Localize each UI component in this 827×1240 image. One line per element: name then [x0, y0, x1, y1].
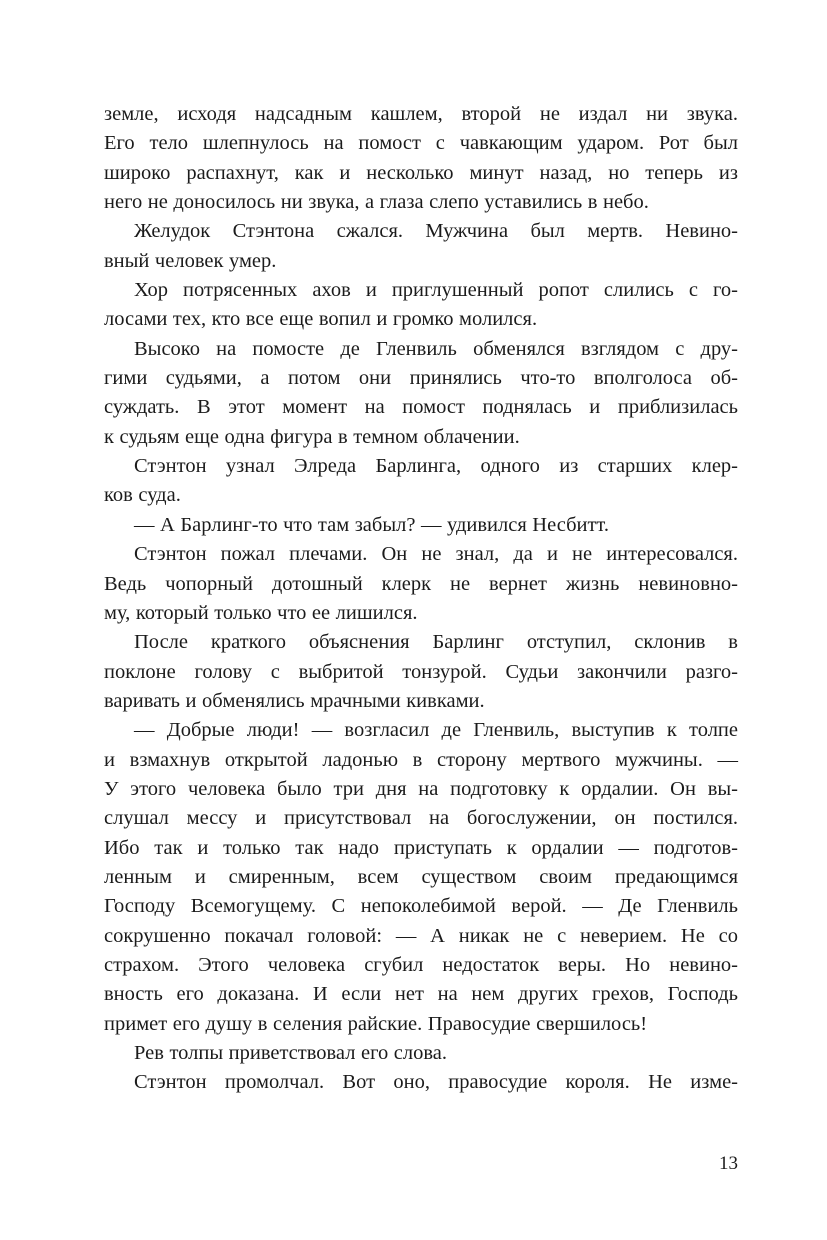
paragraph — [104, 1039, 738, 1068]
text-line: поклоне голову с выбритой тонзурой. Судьи закончили разго- — [104, 660, 738, 683]
text-line: него не доносилось ни звука, а глаза слепо уставились в небо. — [104, 191, 649, 214]
text-line: сокрушенно покачал головой: — А никак не с неверием. Не со — [104, 924, 738, 947]
paragraph — [104, 1068, 738, 1097]
text-line: широко распахнут, как и несколько минут назад, но теперь из — [104, 161, 738, 184]
paragraph — [104, 276, 738, 335]
text-line: ленным и смиренным, всем существом своим предающимся — [104, 865, 738, 888]
text-line: Высоко на помосте де Гленвиль обменялся взглядом с дру- — [134, 337, 738, 360]
text-line: Рев толпы приветствовал его слова. — [134, 1042, 447, 1064]
text-line: Господу Всемогущему. С непоколебимой верой. — Де Гленвиль — [104, 895, 738, 918]
paragraph — [104, 628, 738, 716]
text-line: страхом. Этого человека сгубил недостаток веры. Но невино- — [104, 953, 738, 976]
text-line: Ведь чопорный дотошный клерк не вернет жизнь невиновно- — [104, 572, 738, 595]
text-line: примет его душу в селения райские. Правосудие свершилось! — [104, 1012, 648, 1035]
paragraph — [104, 100, 738, 217]
text-line: и взмахнув открытой ладонью в сторону мертвого мужчины. — — [104, 748, 738, 771]
paragraph — [104, 452, 738, 511]
text-line: Стэнтон пожал плечами. Он не знал, да и не интересовался. — [134, 543, 738, 566]
text-line: вный человек умер. — [104, 249, 277, 272]
text-line: ков суда. — [104, 484, 181, 507]
text-line: гими судьями, а потом они принялись что-то вполголоса об- — [104, 367, 738, 390]
text-line: земле, исходя надсадным кашлем, второй не издал ни звука. — [104, 103, 738, 125]
text-line: лосами тех, кто все еще вопил и громко молился. — [104, 308, 538, 331]
text-line: к судьям еще одна фигура в темном облачении. — [104, 425, 520, 448]
paragraph — [104, 217, 738, 276]
text-line: Желудок Стэнтона сжался. Мужчина был мертв. Невино- — [134, 220, 738, 243]
text-line: варивать и обменялись мрачными кивками. — [104, 689, 485, 712]
text-line: После краткого объяснения Барлинг отступил, склонив в — [134, 631, 738, 654]
page-text — [104, 100, 738, 1098]
paragraph — [104, 511, 738, 540]
page-number: 13 — [719, 1153, 738, 1174]
text-line: Хор потрясенных ахов и приглушенный ропот слились с го- — [134, 279, 738, 302]
text-line: вность его доказана. И если нет на нем других грехов, Господь — [104, 983, 738, 1006]
text-line: У этого человека было три дня на подготовку к ордалии. Он вы- — [104, 777, 738, 800]
text-line: суждать. В этот момент на помост поднялась и приблизилась — [104, 396, 738, 419]
paragraph — [104, 716, 738, 1039]
paragraph — [104, 540, 738, 628]
text-line: — А Барлинг-то что там забыл? — удивился Несбитт. — [134, 513, 609, 536]
text-line: — Добрые люди! — возгласил де Гленвиль, выступив к толпе — [134, 719, 738, 742]
paragraph — [104, 335, 738, 452]
text-line: слушал мессу и присутствовал на богослужении, он постился. — [104, 807, 738, 830]
text-line: Ибо так и только так надо приступать к ордалии — подготов- — [104, 836, 738, 859]
text-line: Стэнтон узнал Элреда Барлинга, одного из старших клер- — [134, 455, 738, 478]
text-line: Стэнтон промолчал. Вот оно, правосудие короля. Не изме- — [134, 1071, 738, 1094]
text-line: Его тело шлепнулось на помост с чавкающим ударом. Рот был — [104, 132, 738, 155]
text-line: му, который только что ее лишился. — [104, 601, 418, 624]
